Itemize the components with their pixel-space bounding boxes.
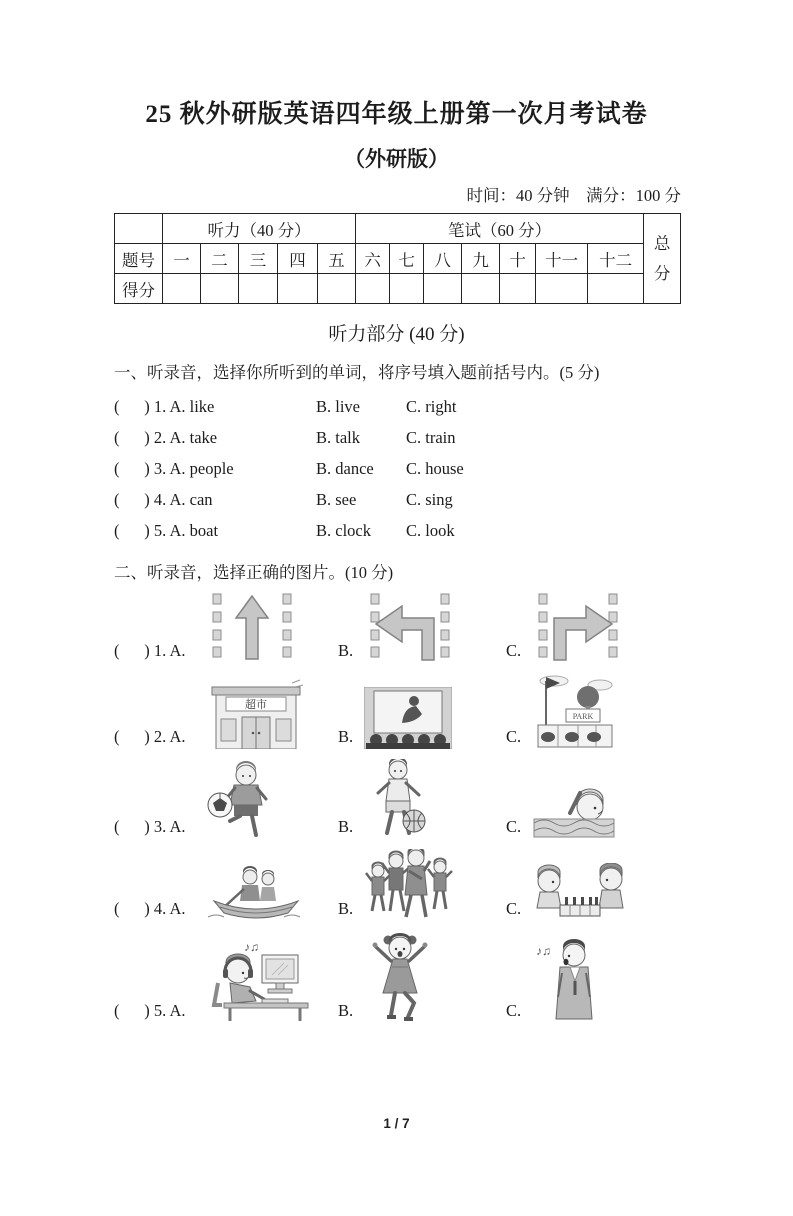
image-supermarket [206,679,306,749]
score-cell [390,274,424,304]
question-number: 二 [201,244,239,274]
score-cell [201,274,239,304]
picture-choice-item [114,931,793,1023]
answer-bracket: ( ) 2. [114,427,167,447]
image-playing-basketball [364,759,432,839]
question-number: 六 [356,244,390,274]
option-a: A. people [169,458,234,478]
option-c: C. look [406,520,455,540]
option-c-label: C. [506,727,522,746]
image-group-dancing [364,849,454,921]
option-c: C. sing [406,489,453,509]
image-rowing-a-boat [206,865,306,921]
time-score-line: 时间：40 分钟 满分：100 分 [466,186,681,205]
image-cinema [364,687,452,749]
question-number: 三 [239,244,278,274]
question-number: 四 [278,244,318,274]
park-sign-text: PARK [572,712,594,721]
image-go-straight-arrow [206,593,298,663]
score-row-label: 得分 [115,274,163,304]
answer-bracket: ( ) 3. [114,458,167,478]
option-c-label: C. [506,641,522,660]
part2-picture-choices [0,593,793,1023]
option-b: B. live [316,396,360,416]
score-cell [500,274,536,304]
option-a: A. take [169,427,218,447]
word-choice-item [114,422,793,453]
question-number: 十 [500,244,536,274]
score-cell [424,274,462,304]
answer-bracket: ( ) 3. A. [114,817,186,836]
answer-bracket: ( ) 1. A. [114,641,186,660]
question-number: 十一 [536,244,588,274]
option-c-label: C. [506,899,522,918]
score-cell [278,274,318,304]
image-girl-dancing [364,931,436,1023]
answer-bracket: ( ) 2. A. [114,727,186,746]
page-subtitle: （外研版） [344,147,449,171]
option-b-label: B. [338,817,354,836]
image-park [532,673,618,749]
page-number: 1 / 7 [383,1116,410,1131]
question-number: 七 [390,244,424,274]
question-number: 八 [424,244,462,274]
part2-heading: 二、听录音，选择正确的图片。(10 分) [114,563,394,582]
score-cell [536,274,588,304]
option-c: C. train [406,427,456,447]
image-listening-to-music-at-computer [206,937,311,1023]
option-b: B. talk [316,427,360,447]
total-score-label: 总分 [653,233,671,283]
word-choice-item [114,391,793,422]
answer-bracket: ( ) 5. A. [114,1001,186,1020]
supermarket-sign-text: 超市 [245,699,267,711]
score-cell [163,274,201,304]
image-turn-left-arrow [364,593,456,663]
listening-header-cell: 听力（40 分） [163,214,356,244]
option-b-label: B. [338,899,354,918]
listening-section-title: 听力部分 (40 分) [328,324,465,345]
question-number: 九 [462,244,500,274]
picture-choice-item [114,849,793,921]
image-man-singing [532,937,604,1023]
option-a: A. can [169,489,213,509]
score-cell [462,274,500,304]
corner-cell [115,214,163,244]
option-b-label: B. [338,727,354,746]
answer-bracket: ( ) 5. [114,520,167,540]
part1-heading: 一、听录音，选择你所听到的单词，将序号填入题前括号内。(5 分) [114,363,600,382]
answer-bracket: ( ) 4. A. [114,899,186,918]
option-c-label: C. [506,817,522,836]
image-playing-chess [532,863,628,921]
question-number: 五 [318,244,356,274]
score-cell [356,274,390,304]
music-notes: ♪♫ [536,944,551,958]
score-cell [239,274,278,304]
option-c: C. house [406,458,464,478]
question-number: 十二 [588,244,644,274]
word-choice-item [114,484,793,515]
picture-choice-item [114,759,793,839]
image-turn-right-arrow [532,593,624,663]
image-swimming [532,785,616,839]
word-choice-item [114,453,793,484]
option-b-label: B. [338,641,354,660]
option-c: C. right [406,396,457,416]
part1-word-choices [114,391,793,546]
option-a: A. like [169,396,215,416]
question-row-label: 题号 [115,244,163,274]
total-score-cell [644,214,681,304]
music-notes: ♪♫ [244,940,259,954]
option-b: B. see [316,489,357,509]
option-c-label: C. [506,1001,522,1020]
option-a: A. boat [169,520,219,540]
score-cell [318,274,356,304]
score-table [114,213,681,304]
option-b-label: B. [338,1001,354,1020]
option-b: B. clock [316,520,371,540]
page-title: 25 秋外研版英语四年级上册第一次月考试卷 [145,101,648,128]
word-choice-item [114,515,793,546]
written-header-cell: 笔试（60 分） [356,214,644,244]
option-b: B. dance [316,458,374,478]
answer-bracket: ( ) 1. [114,396,167,416]
answer-bracket: ( ) 4. [114,489,167,509]
question-number: 一 [163,244,201,274]
image-playing-football [206,761,286,839]
picture-choice-item [114,673,793,749]
score-cell [588,274,644,304]
picture-choice-item [114,593,793,663]
